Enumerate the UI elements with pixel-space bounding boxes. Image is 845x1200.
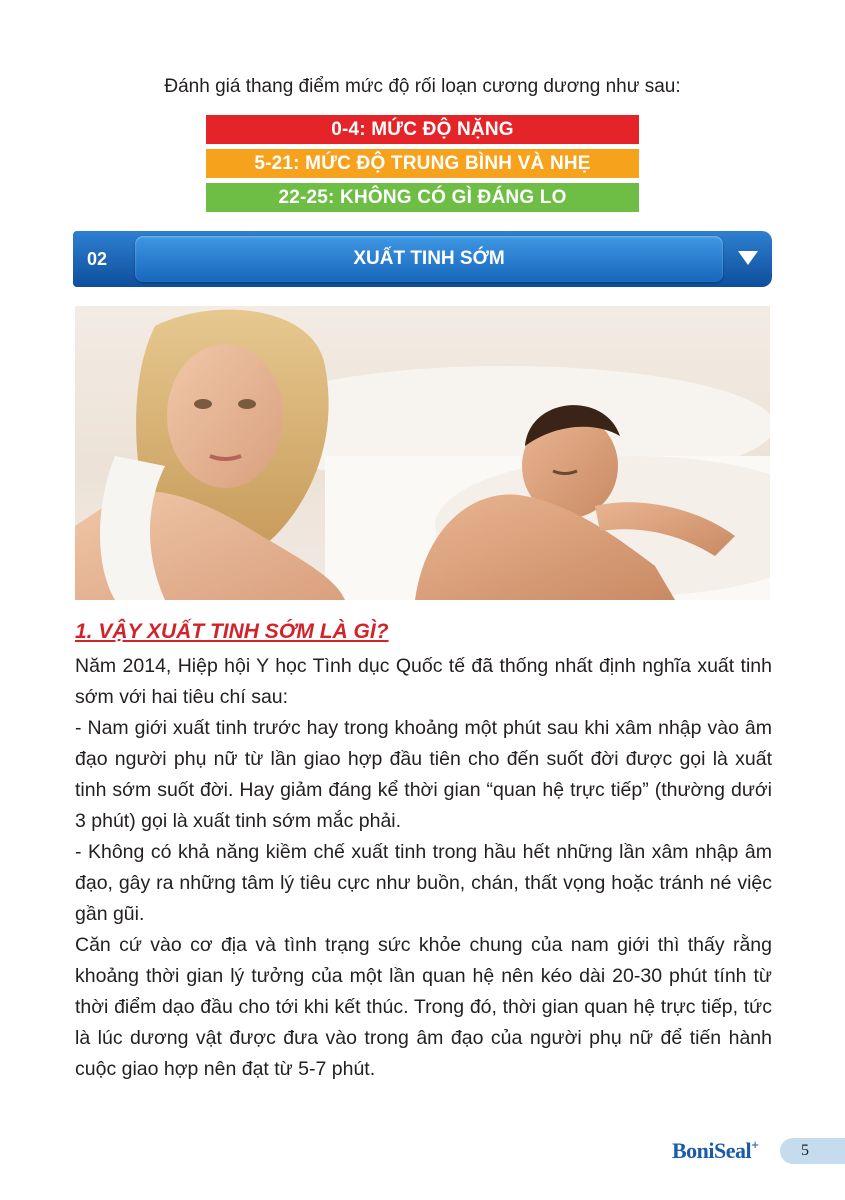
body-text xyxy=(75,651,772,1085)
paragraph-criterion-2: - Không có khả năng kiềm chế xuất tinh trong hầu hết những lần xâm nhập âm đạo, gây ra những tâm lý tiêu cực như buồn, chán, thất vọng hoặc tránh né việc gần gũi. xyxy=(75,841,772,925)
scale-severe: 0-4: MỨC ĐỘ NẶNG xyxy=(206,115,639,144)
section-title: XUẤT TINH SỚM xyxy=(135,236,723,282)
section-number: 02 xyxy=(87,249,108,269)
paragraph-definition: Năm 2014, Hiệp hội Y học Tình dục Quốc tế đã thống nhất định nghĩa xuất tinh sớm với hai tiêu chí sau: xyxy=(75,655,772,708)
intro-text: Đánh giá thang điểm mức độ rối loạn cương dương như sau: xyxy=(164,76,681,97)
couple-photo xyxy=(75,306,770,600)
page-number: 5 xyxy=(780,1138,845,1164)
section-header[interactable] xyxy=(73,231,772,287)
paragraph-criterion-1: - Nam giới xuất tinh trước hay trong khoảng một phút sau khi xâm nhập vào âm đạo người phụ nữ từ lần giao hợp đầu tiên cho đến suốt đời được gọi là xuất tinh sớm suốt đời. Hay giảm đáng kể thời gian “quan hệ trực tiếp” (thường dưới 3 phút) gọi là xuất tinh sớm mắc phải. xyxy=(75,717,772,832)
scale-moderate-mild: 5-21: MỨC ĐỘ TRUNG BÌNH VÀ NHẸ xyxy=(206,149,639,178)
brand-plus: + xyxy=(751,1138,759,1154)
scale-no-concern: 22-25: KHÔNG CÓ GÌ ĐÁNG LO xyxy=(206,183,639,212)
subheading: 1. VẬY XUẤT TINH SỚM LÀ GÌ? xyxy=(75,620,389,643)
brand-logo xyxy=(672,1138,759,1164)
brand-name: BoniSeal xyxy=(672,1138,752,1163)
paragraph-ideal-duration: Căn cứ vào cơ địa và tình trạng sức khỏe chung của nam giới thì thấy rằng khoảng thời gian lý tưởng của một lần quan hệ nên kéo dài 20-30 phút tính từ thời điểm dạo đầu cho tới khi kết thúc. Trong đó, thời gian quan hệ trực tiếp, tức là lúc dương vật được đưa vào trong âm đạo của người phụ nữ để tiến hành cuộc giao hợp nên đạt từ 5-7 phút. xyxy=(75,934,772,1080)
triangle-down-icon[interactable] xyxy=(738,251,758,265)
